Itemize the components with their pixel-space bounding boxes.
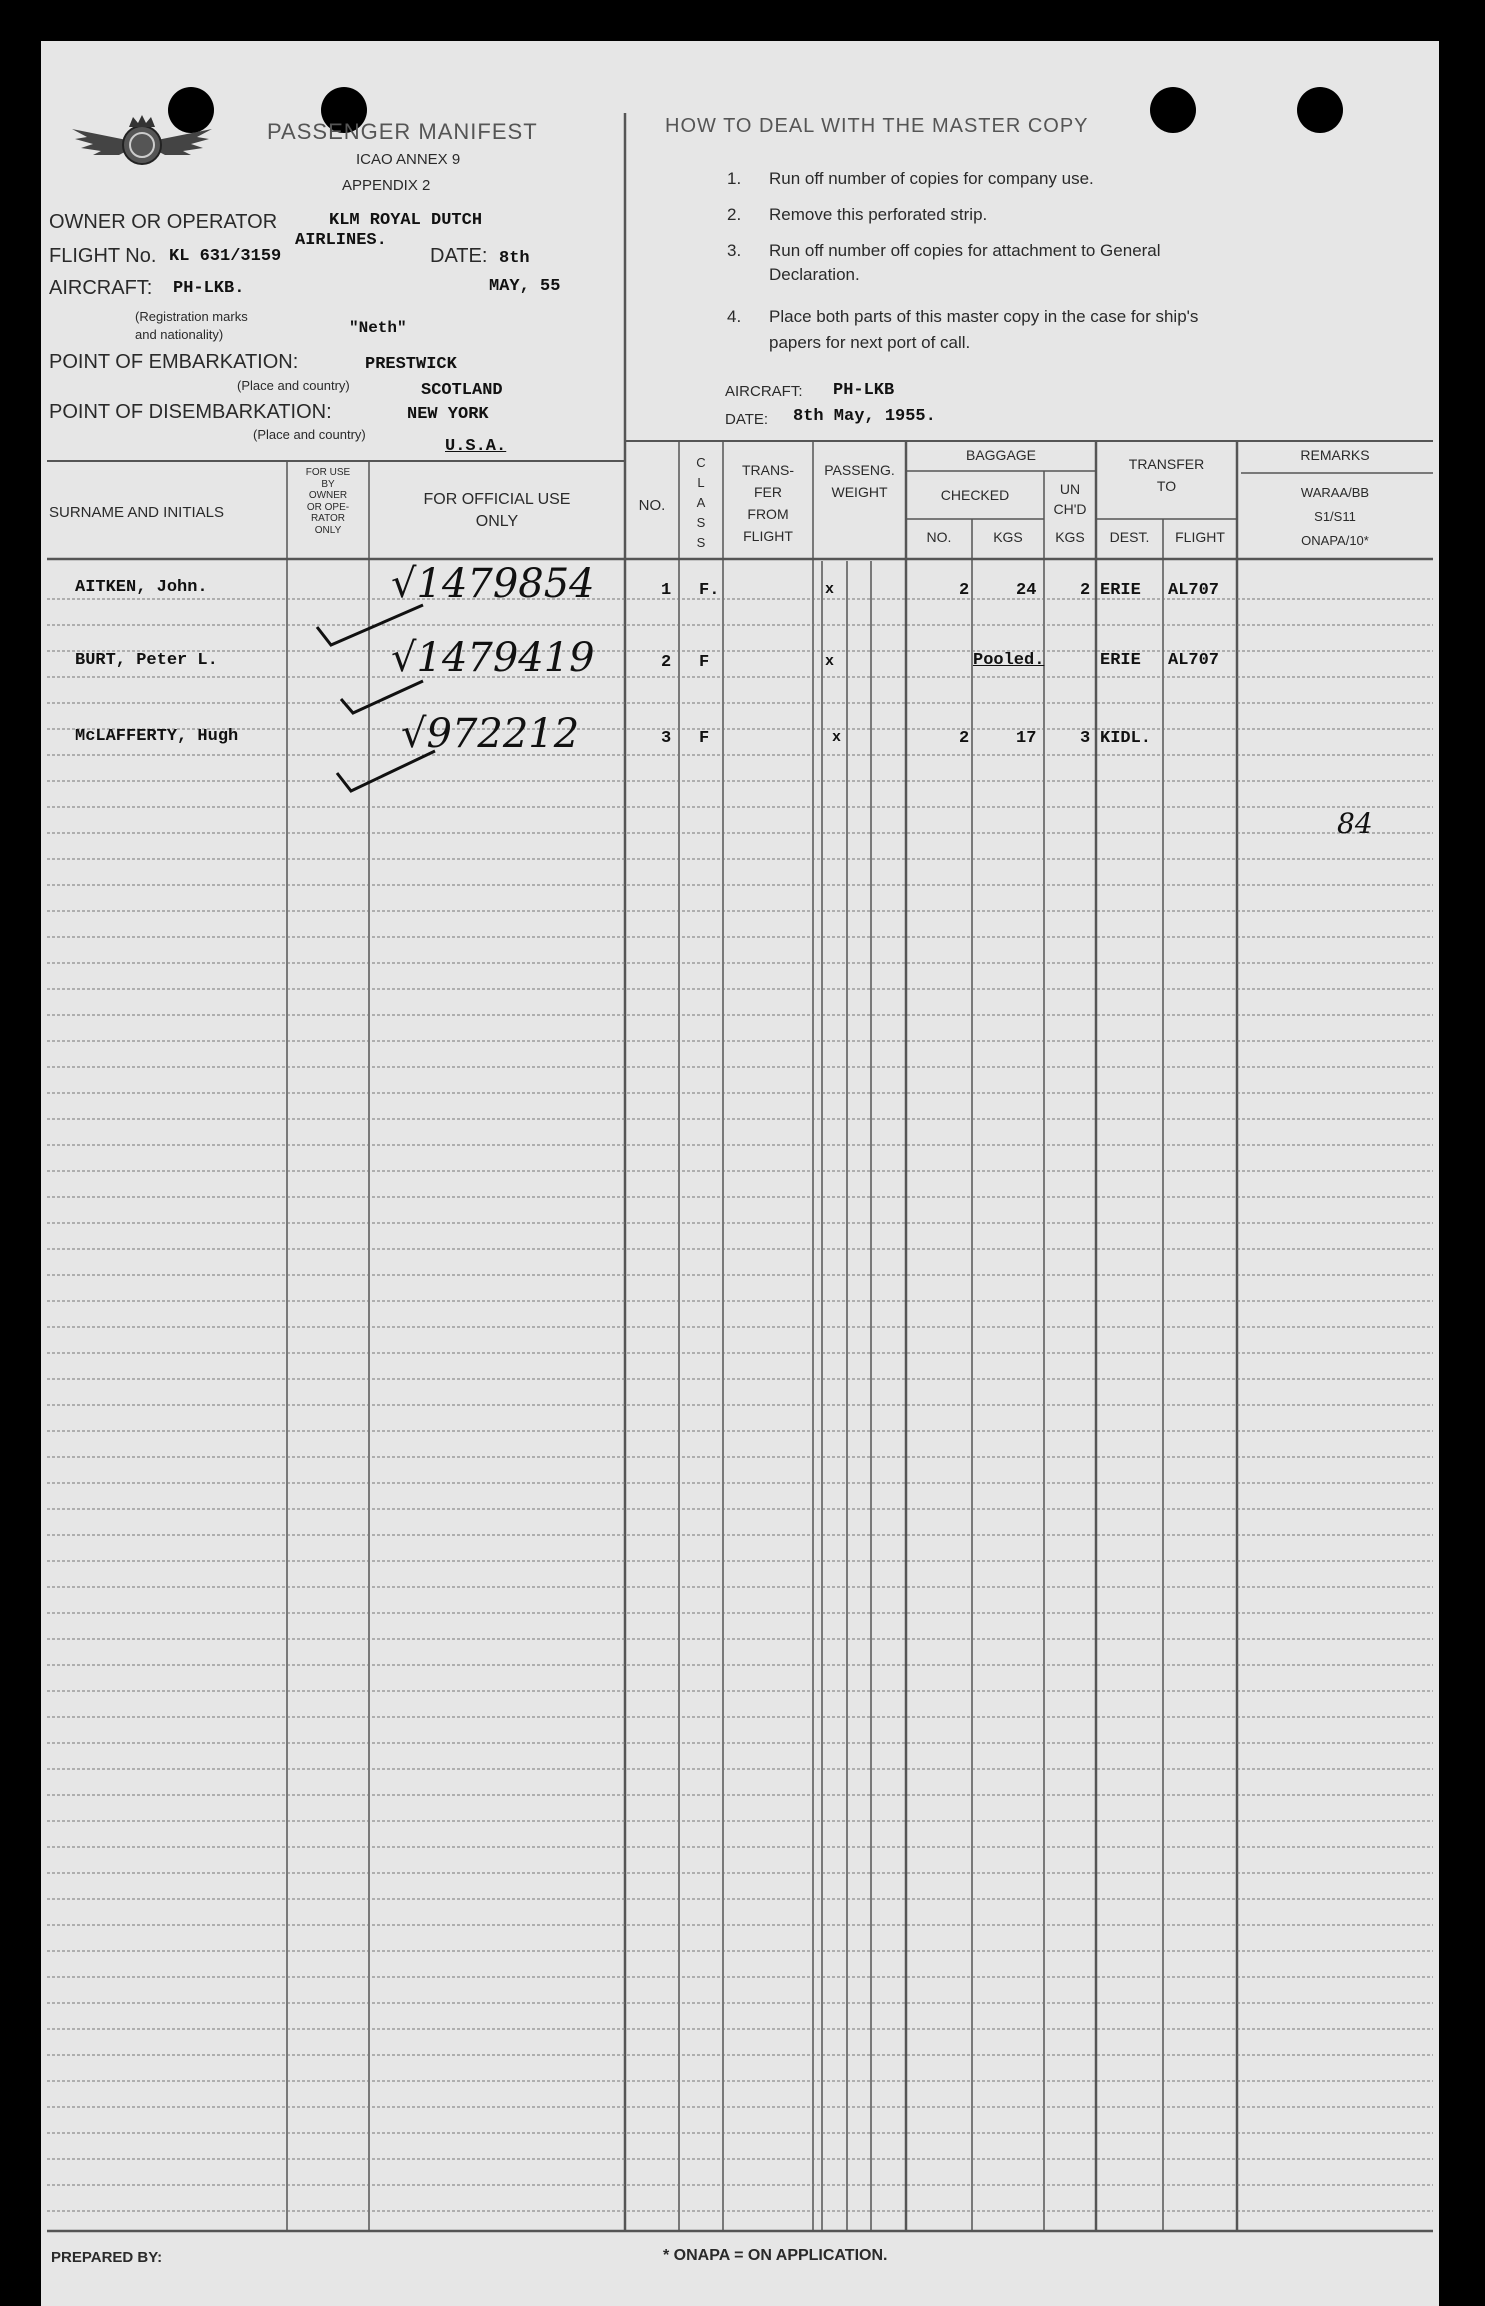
aircraft-value: PH-LKB. <box>173 279 245 298</box>
instruction-number: 1. <box>727 169 742 188</box>
weight-mark: x <box>832 729 842 746</box>
col-no: NO. <box>638 497 666 514</box>
checkmark-icon <box>337 677 427 717</box>
passenger-no: 2 <box>661 653 672 672</box>
instr-date-label: DATE: <box>725 411 769 428</box>
passenger-class: F <box>699 653 710 672</box>
owner-value: KLM ROYAL DUTCH <box>329 211 483 230</box>
col-passenger-weight: PASSENG. WEIGHT <box>824 462 895 500</box>
aircraft-label: AIRCRAFT: <box>49 277 153 299</box>
baggage-pooled: Pooled. <box>973 651 1045 670</box>
passenger-no: 3 <box>661 729 672 748</box>
instruction-text: Run off number of copies for company use. <box>769 169 1094 188</box>
bag-weight: 24 <box>1016 581 1037 600</box>
col-dest: DEST. <box>1109 529 1150 545</box>
instruction-text: Place both parts of this master copy in the case for ship's <box>769 307 1199 326</box>
flight-label: FLIGHT No. <box>49 245 157 267</box>
instruction-text: Run off number off copies for attachment to General <box>769 241 1161 260</box>
instruction-number: 4. <box>727 307 742 326</box>
official-number: √1479854 <box>391 561 595 607</box>
manifest-sheet <box>41 41 1439 2306</box>
transfer-dest: ERIE <box>1100 581 1141 600</box>
passenger-name: McLAFFERTY, Hugh <box>75 727 239 746</box>
instructions-title: HOW TO DEAL WITH THE MASTER COPY <box>665 115 1089 137</box>
passenger-class: F <box>699 729 710 748</box>
embarkation-value: PRESTWICK <box>365 355 457 374</box>
col-official-use: FOR OFFICIAL USE ONLY <box>423 491 571 530</box>
col-transfer-to: TRANSFER TO <box>1128 456 1205 494</box>
instr-aircraft-label: AIRCRAFT: <box>725 383 803 400</box>
embarkation-country: SCOTLAND <box>421 381 503 400</box>
official-number: √1479419 <box>391 635 595 681</box>
instruction-number: 2. <box>727 205 742 224</box>
disembarkation-value: NEW YORK <box>407 405 489 424</box>
date-label: DATE: <box>430 245 488 267</box>
margin-note: 84 <box>1337 807 1373 840</box>
col-bag-kgs: KGS <box>993 529 1023 545</box>
disembarkation-label: POINT OF DISEMBARKATION: <box>49 401 332 423</box>
col-checked: CHECKED <box>940 487 1010 503</box>
weight-mark: x <box>825 653 835 670</box>
instr-aircraft-value: PH-LKB <box>833 381 895 400</box>
official-number: √972212 <box>401 711 580 757</box>
transfer-dest: KIDL. <box>1100 729 1152 748</box>
col-remarks-codes: WARAA/BB S1/S11 ONAPA/10* <box>1300 485 1370 548</box>
icao-annex: ICAO ANNEX 9 <box>356 151 461 168</box>
onapa-footnote: * ONAPA = ON APPLICATION. <box>663 2247 888 2264</box>
instruction-text: papers for next port of call. <box>769 333 971 352</box>
passenger-class: F. <box>699 581 720 600</box>
transfer-flight: AL707 <box>1168 581 1220 600</box>
passenger-name: AITKEN, John. <box>75 578 208 597</box>
weight-mark: x <box>825 581 835 598</box>
bag-count: 2 <box>959 581 970 600</box>
bag-weight: 17 <box>1016 729 1037 748</box>
nationality-value: "Neth" <box>349 319 407 337</box>
date-value: 8th <box>499 249 530 268</box>
flight-value: KL 631/3159 <box>169 247 282 266</box>
instruction-text: Remove this perforated strip. <box>769 205 988 224</box>
checkmark-icon <box>311 601 431 651</box>
col-unchecked: UN CH'D <box>1053 481 1087 517</box>
col-owner-use: FOR USE BY OWNER OR OPE- RATOR ONLY <box>305 467 351 536</box>
unchecked-bags: 2 <box>1080 581 1091 600</box>
transfer-flight: AL707 <box>1168 651 1220 670</box>
owner-label: OWNER OR OPERATOR <box>49 211 278 233</box>
prepared-by-label: PREPARED BY: <box>51 2249 163 2266</box>
place-note: (Place and country) <box>237 378 350 393</box>
instruction-text: Declaration. <box>769 265 860 284</box>
appendix: APPENDIX 2 <box>342 177 431 194</box>
disembarkation-country: U.S.A. <box>445 437 507 456</box>
instr-date-value: 8th May, 1955. <box>793 407 936 426</box>
owner-value-2: AIRLINES. <box>295 231 387 250</box>
col-bag-no: NO. <box>926 529 952 545</box>
col-baggage: BAGGAGE <box>965 447 1037 463</box>
checkmark-icon <box>331 747 441 795</box>
unchecked-bags: 3 <box>1080 729 1091 748</box>
registration-note: (Registration marks <box>135 309 248 324</box>
passenger-name: BURT, Peter L. <box>75 651 218 670</box>
passenger-no: 1 <box>661 581 672 600</box>
form-title: PASSENGER MANIFEST <box>267 119 538 144</box>
instruction-number: 3. <box>727 241 742 260</box>
col-surname: SURNAME AND INITIALS <box>49 504 225 521</box>
col-class: C L A S S <box>696 455 706 550</box>
place-note: (Place and country) <box>253 427 366 442</box>
bag-count: 2 <box>959 729 970 748</box>
date-value-2: MAY, 55 <box>489 277 561 296</box>
embarkation-label: POINT OF EMBARKATION: <box>49 351 299 373</box>
registration-note: and nationality) <box>135 327 224 342</box>
col-flight: FLIGHT <box>1175 529 1225 545</box>
transfer-dest: ERIE <box>1100 651 1141 670</box>
col-remarks: REMARKS <box>1300 447 1370 463</box>
col-unchd-kgs: KGS <box>1055 529 1085 545</box>
col-transfer-from: TRANS- FER FROM FLIGHT <box>741 462 795 544</box>
